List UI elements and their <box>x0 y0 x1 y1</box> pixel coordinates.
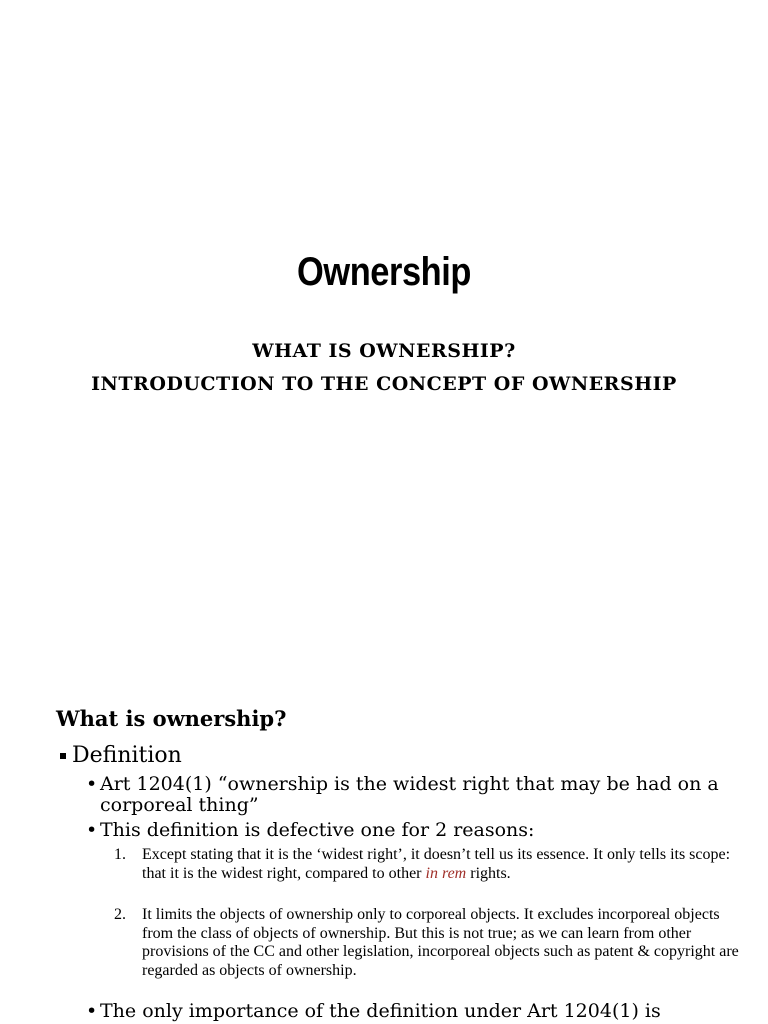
numbered-item-1 <box>114 846 742 883</box>
dot-bullet-icon: • <box>86 1000 98 1022</box>
item-number: 2. <box>114 906 126 923</box>
dot-bullet-icon: • <box>86 819 98 841</box>
sub-bullet-text: The only importance of the definition under Art 1204(1) is <box>100 1000 661 1022</box>
content-slide <box>0 686 768 1024</box>
slide-subtitle-line-2: INTRODUCTION TO THE CONCEPT OF OWNERSHIP <box>91 373 677 395</box>
square-bullet-icon <box>60 753 66 759</box>
sub-bullet-text: This definition is defective one for 2 reasons: <box>100 819 535 841</box>
bullet-label: Definition <box>72 743 182 768</box>
dot-bullet-icon: • <box>86 773 98 795</box>
sub-bullet-art-1204 <box>86 774 740 816</box>
item-number: 1. <box>114 846 126 863</box>
slide-subtitle-line-1: WHAT IS OWNERSHIP? <box>252 340 516 362</box>
bullet-definition <box>60 743 182 768</box>
item-italic-term: in rem <box>425 864 467 882</box>
item-text: It limits the objects of ownership only to corporeal objects. It excludes incorporeal objects from the class of objects of ownership. But this is not true; as we can learn from other provisions of the CC and other legislation, incorporeal objects such as patent & copyright are regarded as objects of ownership. <box>142 906 739 979</box>
numbered-item-2 <box>114 906 742 980</box>
sub-bullet-text: Art 1204(1) “ownership is the widest right that may be had on a corporeal thing” <box>100 773 719 816</box>
sub-bullet-defective <box>86 820 740 841</box>
slide-title: Ownership <box>297 250 471 294</box>
item-text: Except stating that it is the ‘widest right’, it doesn’t tell us its essence. It only tells its scope: that it is the widest right, compared to other <box>142 846 731 882</box>
content-slide-title: What is ownership? <box>56 706 287 731</box>
item-text-end: rights. <box>470 864 511 882</box>
sub-bullet-importance <box>86 1001 740 1022</box>
